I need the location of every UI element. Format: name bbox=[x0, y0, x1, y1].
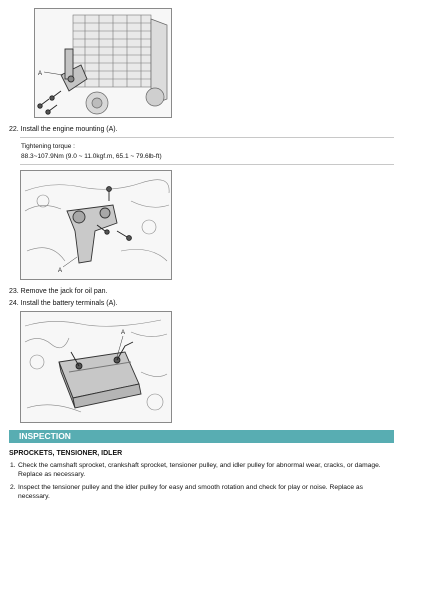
figure-label-a: A bbox=[121, 330, 126, 336]
inspection-subheading: SPROCKETS, TENSIONER, IDLER bbox=[9, 450, 123, 457]
torque-divider-top bbox=[20, 137, 394, 138]
engine-mount-bolts-illustration bbox=[21, 171, 171, 279]
engine-mounting-illustration bbox=[35, 9, 171, 117]
inspection-item-2 bbox=[10, 483, 394, 503]
torque-heading: Tightening torque : bbox=[21, 143, 75, 150]
figure-label-a: A bbox=[58, 268, 63, 274]
figure-label-a: A bbox=[38, 71, 43, 77]
item-text: Check the camshaft sprocket, crankshaft sprocket, tensioner pulley, and idler pulley for abnormal wear, cracks, or damage. Replace as necessary. bbox=[18, 462, 381, 478]
figure-engine-mount-bolts bbox=[20, 170, 172, 280]
section-title: INSPECTION bbox=[19, 431, 71, 441]
step-23: 23. Remove the jack for oil pan. bbox=[9, 288, 108, 295]
figure-engine-mounting bbox=[34, 8, 172, 118]
battery-terminals-illustration bbox=[21, 312, 171, 422]
step-22: 22. Install the engine mounting (A). bbox=[9, 126, 118, 133]
item-number: 2. bbox=[10, 484, 16, 491]
item-number: 1. bbox=[10, 462, 16, 469]
figure-battery-terminals bbox=[20, 311, 172, 423]
step-24: 24. Install the battery terminals (A). bbox=[9, 300, 118, 307]
inspection-item-1 bbox=[10, 461, 394, 481]
section-banner-inspection bbox=[9, 430, 394, 443]
item-text: Inspect the tensioner pulley and the idler pulley for easy and smooth rotation and check for play or noise. Replace as necessary. bbox=[18, 484, 363, 500]
torque-divider-bottom bbox=[20, 164, 394, 165]
torque-value: 88.3~107.9Nm (9.0 ~ 11.0kgf.m, 65.1 ~ 79.6lb-ft) bbox=[21, 153, 162, 160]
